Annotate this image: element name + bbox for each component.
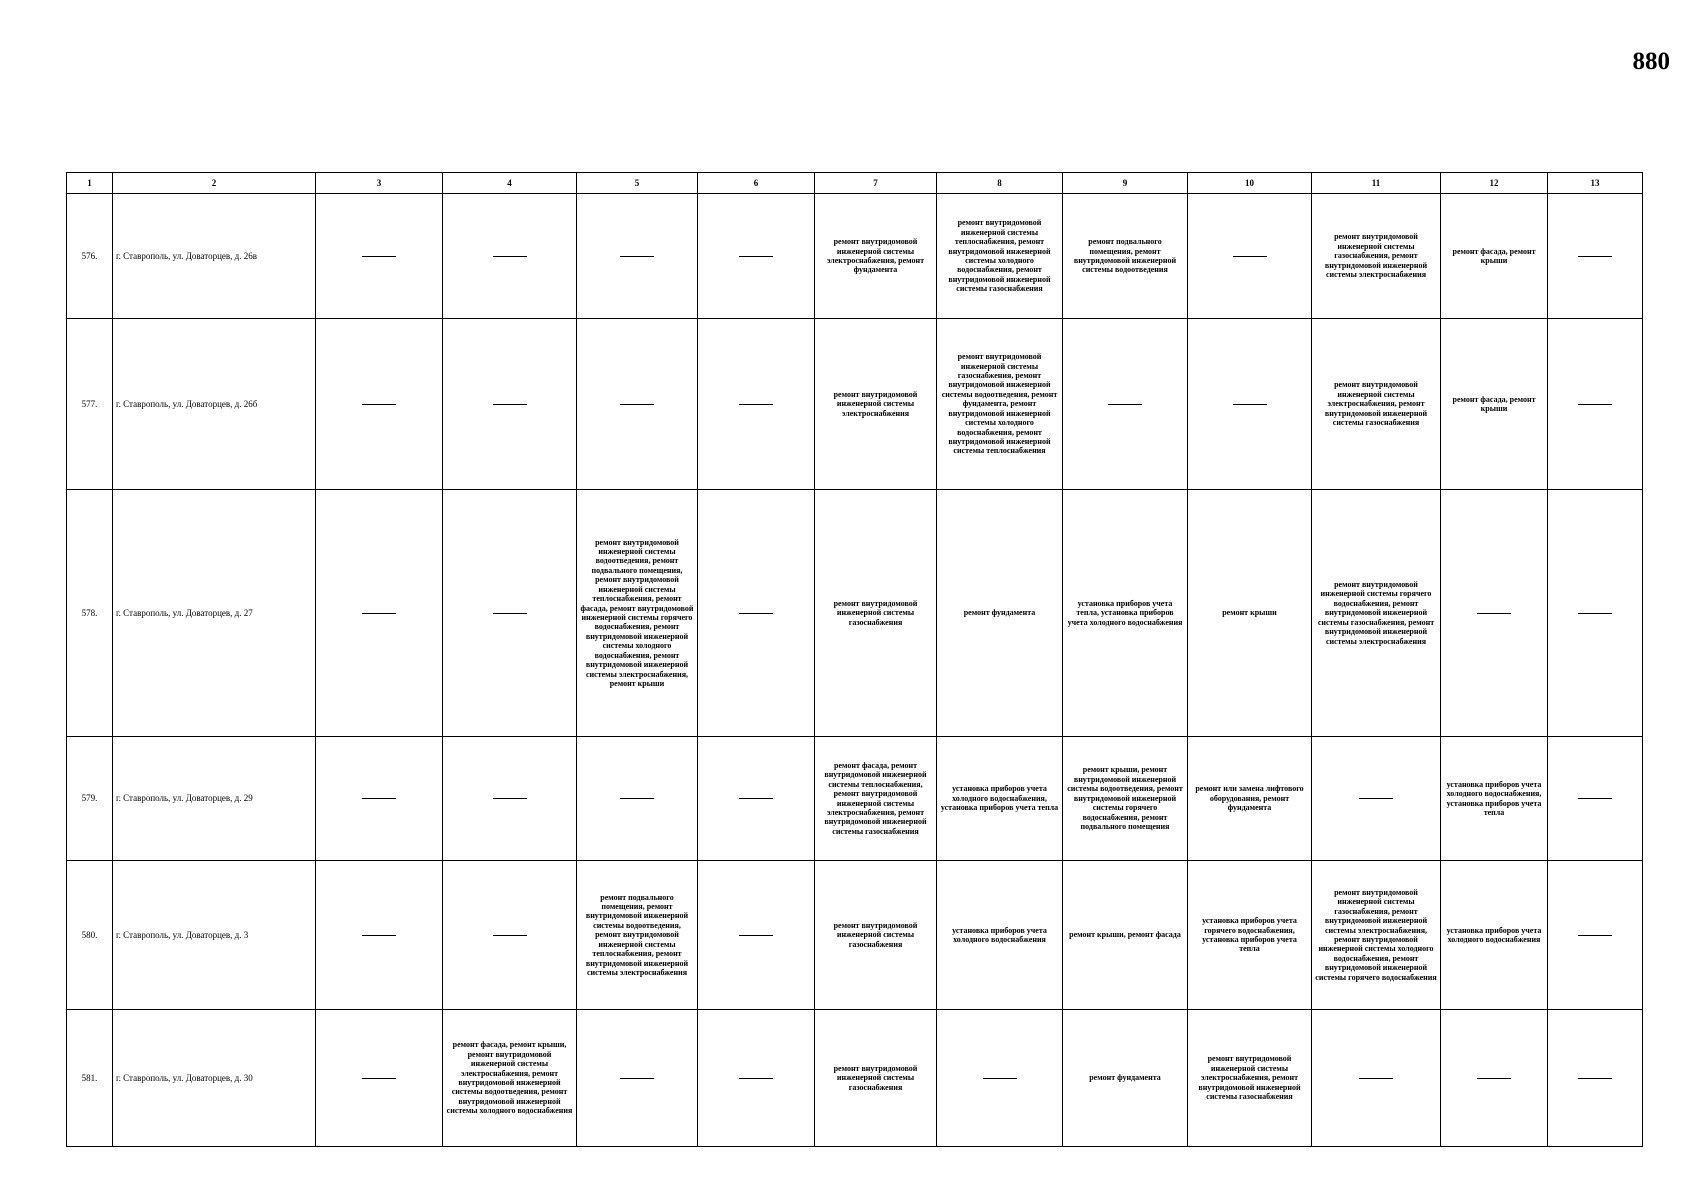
dash-line	[493, 935, 527, 936]
empty-cell-dash	[698, 1010, 815, 1147]
data-cell: ремонт фасада, ремонт крыши, ремонт внутридомовой инженерной системы электроснабжения, ремонт внутридомовой инженерной системы водоотведения, ремонт внутридомовой инженерной системы холодного водоснабжения	[443, 1010, 577, 1147]
dash-line	[620, 404, 654, 405]
dash-line	[739, 1078, 773, 1079]
data-cell: ремонт внутридомовой инженерной системы газоснабжения	[815, 861, 937, 1010]
data-cell: установка приборов учета холодного водоснабжения, установка приборов учета тепла	[937, 737, 1063, 861]
header-row	[67, 173, 1643, 194]
empty-cell-dash	[1548, 861, 1643, 1010]
empty-cell-dash	[316, 490, 443, 737]
empty-cell-dash	[316, 1010, 443, 1147]
data-cell: ремонт фасада, ремонт внутридомовой инженерной системы теплоснабжения, ремонт внутридомовой инженерной системы электроснабжения, ремонт внутридомовой инженерной системы газоснабжения	[815, 737, 937, 861]
address-cell: г. Ставрополь, ул. Доваторцев, д. 29	[113, 737, 316, 861]
data-cell: ремонт внутридомовой инженерной системы газоснабжения, ремонт внутридомовой инженерной системы электроснабжения	[1312, 194, 1441, 319]
dash-line	[1578, 935, 1612, 936]
data-cell: установка приборов учета холодного водоснабжения	[1441, 861, 1548, 1010]
dash-line	[620, 798, 654, 799]
dash-line	[362, 404, 396, 405]
empty-cell-dash	[1548, 319, 1643, 490]
dash-line	[1359, 798, 1393, 799]
dash-line	[1477, 1078, 1511, 1079]
empty-cell-dash	[443, 194, 577, 319]
data-cell: ремонт внутридомовой инженерной системы водоотведения, ремонт подвального помещения, ремонт внутридомовой инженерной системы теплоснабжения, ремонт фасада, ремонт внутридомовой инженерной системы горячего водоснабжения, ремонт внутридомовой инженерной системы холодного водоснабжения, ремонт внутридомовой инженерной системы электроснабжения, ремонт крыши	[577, 490, 698, 737]
col-header-7: 7	[815, 173, 937, 194]
col-header-13: 13	[1548, 173, 1643, 194]
empty-cell-dash	[1063, 319, 1188, 490]
row-number: 579.	[67, 737, 113, 861]
data-cell: ремонт внутридомовой инженерной системы теплоснабжения, ремонт внутридомовой инженерной системы холодного водоснабжения, ремонт внутридомовой инженерной системы газоснабжения	[937, 194, 1063, 319]
dash-line	[1578, 798, 1612, 799]
empty-cell-dash	[443, 861, 577, 1010]
empty-cell-dash	[577, 737, 698, 861]
dash-line	[983, 1078, 1017, 1079]
data-cell: ремонт фасада, ремонт крыши	[1441, 319, 1548, 490]
row-number: 578.	[67, 490, 113, 737]
empty-cell-dash	[443, 490, 577, 737]
table-row	[67, 194, 1643, 319]
empty-cell-dash	[698, 319, 815, 490]
dash-line	[739, 798, 773, 799]
empty-cell-dash	[577, 319, 698, 490]
empty-cell-dash	[698, 737, 815, 861]
dash-line	[1233, 404, 1267, 405]
col-header-1: 1	[67, 173, 113, 194]
col-header-2: 2	[113, 173, 316, 194]
empty-cell-dash	[1441, 490, 1548, 737]
address-cell: г. Ставрополь, ул. Доваторцев, д. 3	[113, 861, 316, 1010]
empty-cell-dash	[1188, 319, 1312, 490]
dash-line	[739, 613, 773, 614]
address-cell: г. Ставрополь, ул. Доваторцев, д. 30	[113, 1010, 316, 1147]
dash-line	[739, 935, 773, 936]
data-cell: ремонт крыши, ремонт фасада	[1063, 861, 1188, 1010]
dash-line	[362, 613, 396, 614]
col-header-3: 3	[316, 173, 443, 194]
col-header-12: 12	[1441, 173, 1548, 194]
col-header-9: 9	[1063, 173, 1188, 194]
dash-line	[362, 1078, 396, 1079]
table-row	[67, 319, 1643, 490]
data-cell: установка приборов учета горячего водоснабжения, установка приборов учета тепла	[1188, 861, 1312, 1010]
empty-cell-dash	[316, 861, 443, 1010]
table-row	[67, 1010, 1643, 1147]
dash-line	[362, 935, 396, 936]
empty-cell-dash	[316, 737, 443, 861]
data-cell: установка приборов учета холодного водоснабжения, установка приборов учета тепла	[1441, 737, 1548, 861]
empty-cell-dash	[577, 194, 698, 319]
dash-line	[493, 613, 527, 614]
data-cell: ремонт или замена лифтового оборудования, ремонт фундамента	[1188, 737, 1312, 861]
data-cell: ремонт крыши	[1188, 490, 1312, 737]
empty-cell-dash	[1188, 194, 1312, 319]
dash-line	[620, 1078, 654, 1079]
dash-line	[1578, 256, 1612, 257]
dash-line	[362, 256, 396, 257]
page-number: 880	[1632, 48, 1670, 75]
address-cell: г. Ставрополь, ул. Доваторцев, д. 27	[113, 490, 316, 737]
table-row	[67, 490, 1643, 737]
empty-cell-dash	[1441, 1010, 1548, 1147]
data-cell: установка приборов учета тепла, установка приборов учета холодного водоснабжения	[1063, 490, 1188, 737]
empty-cell-dash	[698, 490, 815, 737]
data-cell: ремонт подвального помещения, ремонт внутридомовой инженерной системы водоотведения, ремонт внутридомовой инженерной системы теплоснабжения, ремонт внутридомовой инженерной системы электроснабжения	[577, 861, 698, 1010]
data-cell: ремонт внутридомовой инженерной системы электроснабжения	[815, 319, 937, 490]
empty-cell-dash	[316, 194, 443, 319]
empty-cell-dash	[698, 861, 815, 1010]
empty-cell-dash	[577, 1010, 698, 1147]
data-cell: ремонт внутридомовой инженерной системы газоснабжения, ремонт внутридомовой инженерной системы водоотведения, ремонт фундамента, ремонт внутридомовой инженерной системы холодного водоснабжения, ремонт внутридомовой инженерной системы теплоснабжения	[937, 319, 1063, 490]
empty-cell-dash	[1312, 1010, 1441, 1147]
data-cell: ремонт крыши, ремонт внутридомовой инженерной системы водоотведения, ремонт внутридомовой инженерной системы горячего водоснабжения, ремонт подвального помещения	[1063, 737, 1188, 861]
data-cell: ремонт внутридомовой инженерной системы газоснабжения	[815, 1010, 937, 1147]
dash-line	[493, 404, 527, 405]
dash-line	[620, 256, 654, 257]
empty-cell-dash	[316, 319, 443, 490]
empty-cell-dash	[1548, 737, 1643, 861]
row-number: 577.	[67, 319, 113, 490]
address-cell: г. Ставрополь, ул. Доваторцев, д. 26б	[113, 319, 316, 490]
dash-line	[1578, 613, 1612, 614]
data-cell: ремонт внутридомовой инженерной системы горячего водоснабжения, ремонт внутридомовой инженерной системы газоснабжения, ремонт внутридомовой инженерной системы электроснабжения	[1312, 490, 1441, 737]
empty-cell-dash	[937, 1010, 1063, 1147]
dash-line	[493, 798, 527, 799]
dash-line	[362, 798, 396, 799]
col-header-8: 8	[937, 173, 1063, 194]
data-cell: ремонт внутридомовой инженерной системы газоснабжения	[815, 490, 937, 737]
col-header-4: 4	[443, 173, 577, 194]
empty-cell-dash	[1312, 737, 1441, 861]
dash-line	[1108, 404, 1142, 405]
table-row	[67, 861, 1643, 1010]
empty-cell-dash	[443, 319, 577, 490]
empty-cell-dash	[1548, 1010, 1643, 1147]
col-header-10: 10	[1188, 173, 1312, 194]
dash-line	[1233, 256, 1267, 257]
data-cell: ремонт подвального помещения, ремонт внутридомовой инженерной системы водоотведения	[1063, 194, 1188, 319]
data-cell: ремонт внутридомовой инженерной системы электроснабжения, ремонт фундамента	[815, 194, 937, 319]
empty-cell-dash	[1548, 194, 1643, 319]
col-header-5: 5	[577, 173, 698, 194]
dash-line	[1578, 1078, 1612, 1079]
empty-cell-dash	[1548, 490, 1643, 737]
row-number: 576.	[67, 194, 113, 319]
data-cell: ремонт фундамента	[1063, 1010, 1188, 1147]
dash-line	[1359, 1078, 1393, 1079]
row-number: 581.	[67, 1010, 113, 1147]
dash-line	[1477, 613, 1511, 614]
data-cell: ремонт фасада, ремонт крыши	[1441, 194, 1548, 319]
dash-line	[739, 256, 773, 257]
data-cell: ремонт внутридомовой инженерной системы электроснабжения, ремонт внутридомовой инженерной системы газоснабжения	[1188, 1010, 1312, 1147]
data-cell: ремонт внутридомовой инженерной системы электроснабжения, ремонт внутридомовой инженерной системы газоснабжения	[1312, 319, 1441, 490]
empty-cell-dash	[443, 737, 577, 861]
col-header-6: 6	[698, 173, 815, 194]
data-cell: установка приборов учета холодного водоснабжения	[937, 861, 1063, 1010]
repair-schedule-table	[66, 172, 1643, 1147]
dash-line	[739, 404, 773, 405]
table-row	[67, 737, 1643, 861]
empty-cell-dash	[698, 194, 815, 319]
dash-line	[493, 256, 527, 257]
data-cell: ремонт внутридомовой инженерной системы газоснабжения, ремонт внутридомовой инженерной системы электроснабжения, ремонт внутридомовой инженерной системы холодного водоснабжения, ремонт внутридомовой инженерной системы горячего водоснабжения	[1312, 861, 1441, 1010]
address-cell: г. Ставрополь, ул. Доваторцев, д. 26в	[113, 194, 316, 319]
col-header-11: 11	[1312, 173, 1441, 194]
data-cell: ремонт фундамента	[937, 490, 1063, 737]
row-number: 580.	[67, 861, 113, 1010]
dash-line	[1578, 404, 1612, 405]
